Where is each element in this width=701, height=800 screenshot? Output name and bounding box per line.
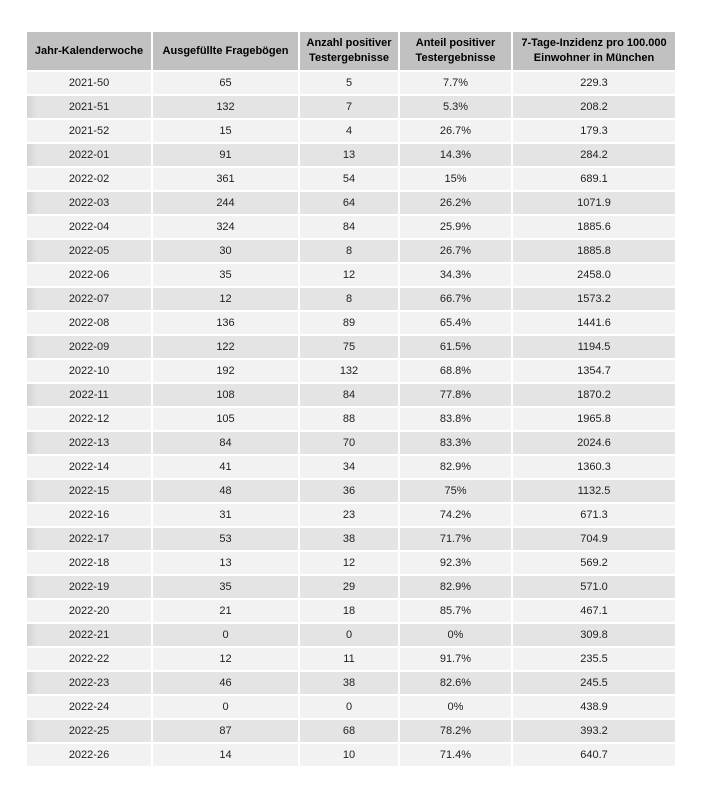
table-row (27, 288, 675, 310)
table-row (27, 744, 675, 766)
table-cell: 35 (153, 264, 298, 286)
table-cell: 2022-17 (27, 528, 151, 550)
table-cell: 12 (300, 552, 398, 574)
table-cell: 84 (300, 384, 398, 406)
table-cell: 5.3% (400, 96, 511, 118)
table-row (27, 432, 675, 454)
table-cell: 7 (300, 96, 398, 118)
table-cell: 84 (300, 216, 398, 238)
table-cell: 0 (300, 624, 398, 646)
table-cell: 65 (153, 72, 298, 94)
table-cell: 4 (300, 120, 398, 142)
table-cell: 2022-14 (27, 456, 151, 478)
table-cell: 13 (153, 552, 298, 574)
incidence-table (25, 30, 677, 768)
table-cell: 105 (153, 408, 298, 430)
table-row (27, 552, 675, 574)
table-cell: 704.9 (513, 528, 675, 550)
col-header-anteil-positiver-testergebnisse: Anteil positiver Testergebnisse (400, 32, 511, 70)
table-cell: 12 (153, 648, 298, 670)
table-cell: 1132.5 (513, 480, 675, 502)
table-cell: 235.5 (513, 648, 675, 670)
table-row (27, 672, 675, 694)
table-cell: 14 (153, 744, 298, 766)
table-cell: 2022-22 (27, 648, 151, 670)
table-cell: 26.2% (400, 192, 511, 214)
table-cell: 18 (300, 600, 398, 622)
table-cell: 71.4% (400, 744, 511, 766)
table-cell: 122 (153, 336, 298, 358)
table-cell: 38 (300, 528, 398, 550)
table-row (27, 408, 675, 430)
header-row (27, 32, 675, 70)
table-cell: 36 (300, 480, 398, 502)
table-cell: 75% (400, 480, 511, 502)
table-row (27, 600, 675, 622)
table-cell: 284.2 (513, 144, 675, 166)
table-row (27, 264, 675, 286)
table-cell: 1354.7 (513, 360, 675, 382)
table-cell: 192 (153, 360, 298, 382)
table-cell: 2022-08 (27, 312, 151, 334)
table-cell: 1071.9 (513, 192, 675, 214)
table-cell: 34.3% (400, 264, 511, 286)
table-cell: 64 (300, 192, 398, 214)
table-cell: 70 (300, 432, 398, 454)
table-row (27, 360, 675, 382)
table-cell: 8 (300, 240, 398, 262)
table-cell: 82.9% (400, 456, 511, 478)
table-row (27, 336, 675, 358)
table-cell: 0 (153, 696, 298, 718)
table-row (27, 312, 675, 334)
table-cell: 54 (300, 168, 398, 190)
table-cell: 25.9% (400, 216, 511, 238)
table-cell: 2022-19 (27, 576, 151, 598)
table-cell: 46 (153, 672, 298, 694)
table-row (27, 528, 675, 550)
table-cell: 671.3 (513, 504, 675, 526)
col-header-7-tage-inzidenz: 7-Tage-Inzidenz pro 100.000 Einwohner in München (513, 32, 675, 70)
table-cell: 38 (300, 672, 398, 694)
col-header-ausgefuellte-frageboegen: Ausgefüllte Fragebögen (153, 32, 298, 70)
table-cell: 1573.2 (513, 288, 675, 310)
table-cell: 78.2% (400, 720, 511, 742)
table-cell: 84 (153, 432, 298, 454)
table-cell: 309.8 (513, 624, 675, 646)
table-cell: 2022-21 (27, 624, 151, 646)
table-cell: 0% (400, 696, 511, 718)
table-cell: 136 (153, 312, 298, 334)
table-cell: 361 (153, 168, 298, 190)
table-cell: 12 (153, 288, 298, 310)
table-cell: 324 (153, 216, 298, 238)
table-cell: 41 (153, 456, 298, 478)
table-cell: 108 (153, 384, 298, 406)
table-cell: 2022-13 (27, 432, 151, 454)
table-row (27, 144, 675, 166)
table-cell: 29 (300, 576, 398, 598)
table-cell: 85.7% (400, 600, 511, 622)
table-cell: 2022-11 (27, 384, 151, 406)
table-cell: 11 (300, 648, 398, 670)
table-cell: 13 (300, 144, 398, 166)
table-cell: 65.4% (400, 312, 511, 334)
table-cell: 87 (153, 720, 298, 742)
table-cell: 229.3 (513, 72, 675, 94)
table-cell: 2022-24 (27, 696, 151, 718)
table-cell: 2022-12 (27, 408, 151, 430)
table-cell: 438.9 (513, 696, 675, 718)
table-row (27, 72, 675, 94)
table-cell: 2022-23 (27, 672, 151, 694)
table-cell: 68.8% (400, 360, 511, 382)
table-cell: 2022-05 (27, 240, 151, 262)
table-cell: 71.7% (400, 528, 511, 550)
table-cell: 2022-07 (27, 288, 151, 310)
table-cell: 2021-50 (27, 72, 151, 94)
table-cell: 2022-18 (27, 552, 151, 574)
table-cell: 83.3% (400, 432, 511, 454)
table-cell: 12 (300, 264, 398, 286)
table-cell: 83.8% (400, 408, 511, 430)
table-cell: 1870.2 (513, 384, 675, 406)
table-cell: 1360.3 (513, 456, 675, 478)
table-cell: 132 (153, 96, 298, 118)
table-cell: 91 (153, 144, 298, 166)
table-cell: 48 (153, 480, 298, 502)
table-row (27, 696, 675, 718)
table-row (27, 576, 675, 598)
table-cell: 0 (153, 624, 298, 646)
table-cell: 179.3 (513, 120, 675, 142)
table-cell: 1965.8 (513, 408, 675, 430)
table-row (27, 720, 675, 742)
table-cell: 1441.6 (513, 312, 675, 334)
table-cell: 8 (300, 288, 398, 310)
table-cell: 23 (300, 504, 398, 526)
table-cell: 14.3% (400, 144, 511, 166)
table-cell: 74.2% (400, 504, 511, 526)
table-cell: 1885.8 (513, 240, 675, 262)
table-cell: 82.6% (400, 672, 511, 694)
table-cell: 77.8% (400, 384, 511, 406)
table-cell: 92.3% (400, 552, 511, 574)
table-cell: 2022-15 (27, 480, 151, 502)
table-cell: 2022-04 (27, 216, 151, 238)
table-cell: 35 (153, 576, 298, 598)
col-header-anzahl-positiver-testergebnisse: Anzahl positiver Testergebnisse (300, 32, 398, 70)
table-cell: 2022-16 (27, 504, 151, 526)
table-row (27, 648, 675, 670)
table-cell: 26.7% (400, 120, 511, 142)
table-cell: 640.7 (513, 744, 675, 766)
table-cell: 393.2 (513, 720, 675, 742)
table-row (27, 216, 675, 238)
table-cell: 1194.5 (513, 336, 675, 358)
table-cell: 2022-26 (27, 744, 151, 766)
table-cell: 208.2 (513, 96, 675, 118)
table-row (27, 456, 675, 478)
table-row (27, 504, 675, 526)
table-body (27, 72, 675, 766)
table-cell: 2022-03 (27, 192, 151, 214)
table-cell: 82.9% (400, 576, 511, 598)
table-cell: 2021-51 (27, 96, 151, 118)
col-header-jahr-kalenderwoche: Jahr-Kalenderwoche (27, 32, 151, 70)
table-row (27, 240, 675, 262)
table-cell: 10 (300, 744, 398, 766)
table-cell: 66.7% (400, 288, 511, 310)
table-cell: 15% (400, 168, 511, 190)
table-row (27, 624, 675, 646)
table-cell: 31 (153, 504, 298, 526)
table-cell: 2024.6 (513, 432, 675, 454)
table-cell: 7.7% (400, 72, 511, 94)
table-cell: 467.1 (513, 600, 675, 622)
table-cell: 30 (153, 240, 298, 262)
table-cell: 2022-01 (27, 144, 151, 166)
table-cell: 89 (300, 312, 398, 334)
table-cell: 2022-20 (27, 600, 151, 622)
table-cell: 68 (300, 720, 398, 742)
table-cell: 132 (300, 360, 398, 382)
table-cell: 91.7% (400, 648, 511, 670)
table-cell: 88 (300, 408, 398, 430)
table-cell: 571.0 (513, 576, 675, 598)
table-cell: 2458.0 (513, 264, 675, 286)
table-cell: 689.1 (513, 168, 675, 190)
table-cell: 1885.6 (513, 216, 675, 238)
table-cell: 26.7% (400, 240, 511, 262)
table-cell: 244 (153, 192, 298, 214)
table-row (27, 192, 675, 214)
table-row (27, 168, 675, 190)
table-cell: 0% (400, 624, 511, 646)
table-cell: 15 (153, 120, 298, 142)
table-cell: 53 (153, 528, 298, 550)
table-header (27, 32, 675, 70)
table-cell: 2022-09 (27, 336, 151, 358)
table-cell: 75 (300, 336, 398, 358)
table-cell: 2021-52 (27, 120, 151, 142)
table-row (27, 96, 675, 118)
table-cell: 5 (300, 72, 398, 94)
table-cell: 245.5 (513, 672, 675, 694)
table-cell: 61.5% (400, 336, 511, 358)
table-cell: 2022-06 (27, 264, 151, 286)
table-cell: 2022-10 (27, 360, 151, 382)
table-row (27, 480, 675, 502)
table-cell: 569.2 (513, 552, 675, 574)
table-row (27, 384, 675, 406)
table-row (27, 120, 675, 142)
table-cell: 2022-02 (27, 168, 151, 190)
table-cell: 2022-25 (27, 720, 151, 742)
table-cell: 21 (153, 600, 298, 622)
table-cell: 0 (300, 696, 398, 718)
table-cell: 34 (300, 456, 398, 478)
